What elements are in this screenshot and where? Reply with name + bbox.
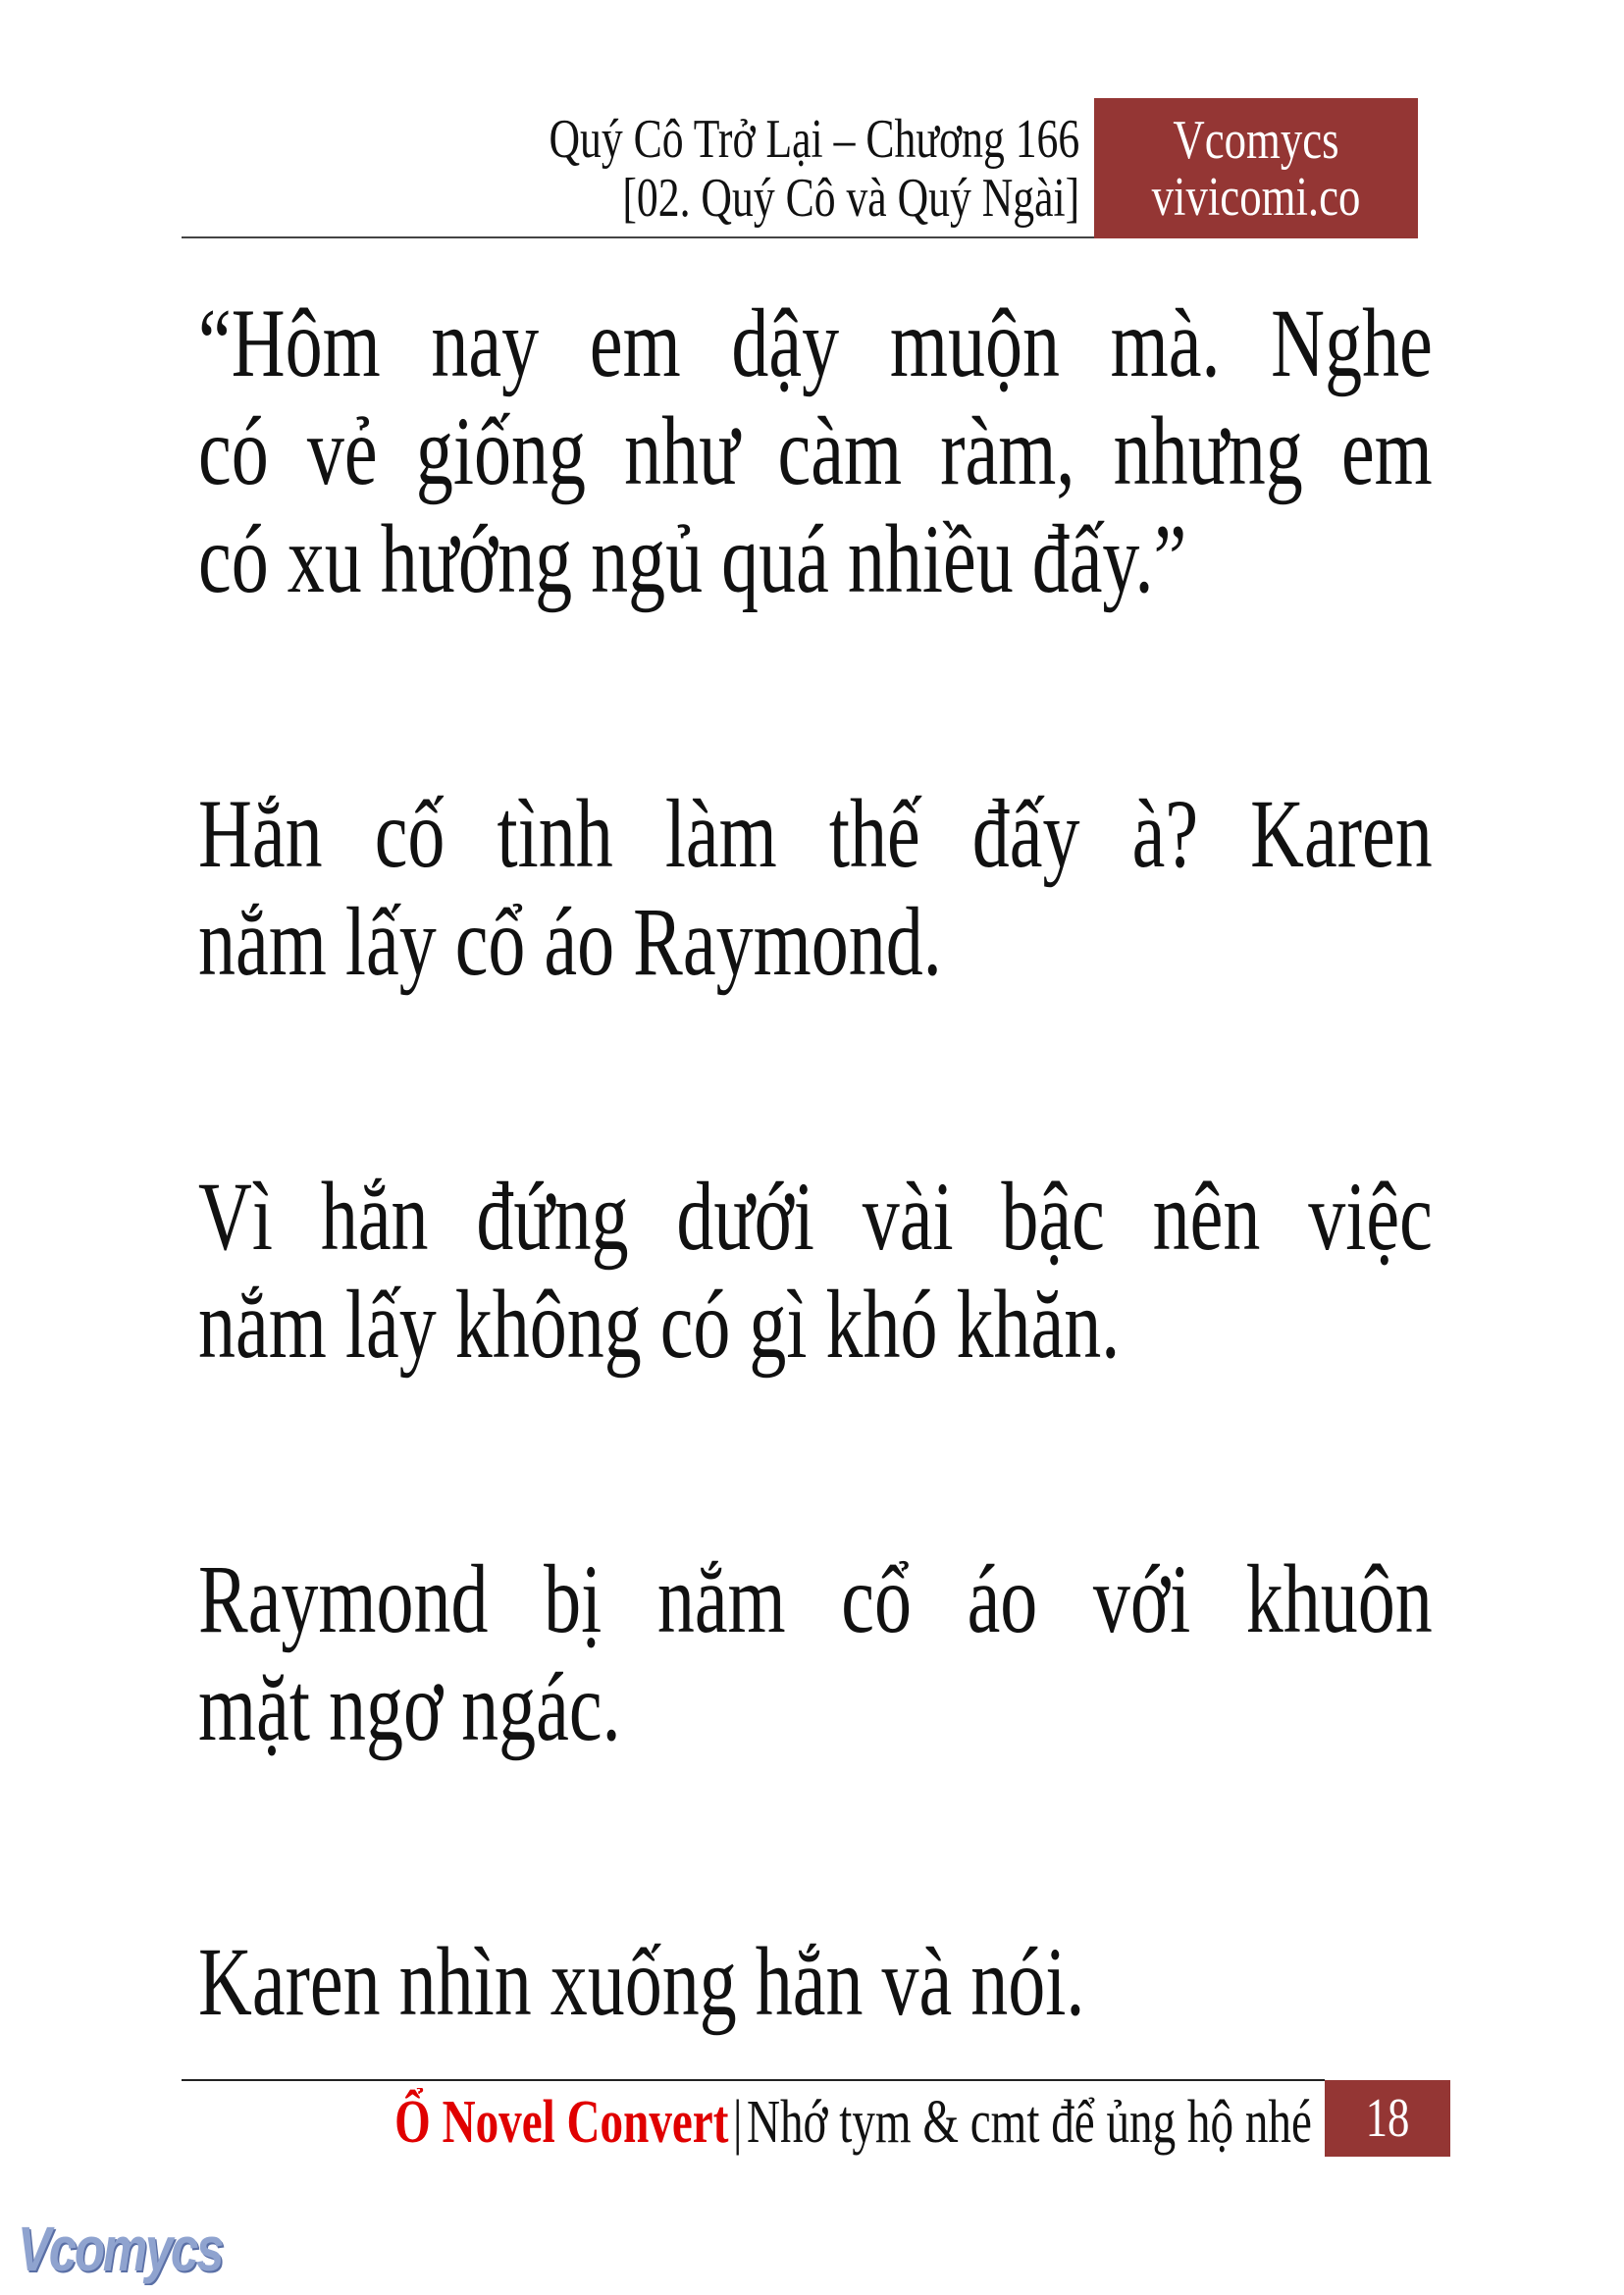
text-line: nắm lấy không có gì khó khăn. [198,1270,1121,1379]
footer-divider [182,2079,1325,2081]
footer-text [394,2090,1312,2155]
text-line: Karen nhìn xuống hắn và nói. [198,1927,1085,2036]
paragraph [198,1545,1433,1761]
text-line: nắm lấy cổ áo Raymond. [198,887,942,996]
chapter-header [549,110,1079,228]
brand-site: vivicomi.co [1151,167,1361,228]
story-body [198,289,1433,2203]
text-line: “Hôm nay em dậy muộn mà. Nghe [198,288,1433,397]
footer-separator: | [733,2089,743,2156]
footer-message: Nhớ tym & cmt để ủng hộ nhé [747,2089,1312,2156]
text-line: Raymond bị nắm cổ áo với khuôn [198,1544,1433,1653]
paragraph [198,1928,1433,2036]
brand-name: Vcomycs [1173,110,1339,171]
text-line: có vẻ giống như càm ràm, nhưng em [198,396,1433,505]
page-number-box [1325,2080,1450,2157]
chapter-title: Quý Cô Trở Lại – Chương 166 [549,109,1079,170]
header-divider [182,236,1094,238]
paragraph [198,289,1433,613]
watermark-logo: Vcomycs [18,2214,223,2284]
footer-brand: Ổ Novel Convert [394,2089,729,2156]
paragraph [198,1163,1433,1379]
chapter-subtitle: [02. Quý Cô và Quý Ngài] [622,168,1079,229]
paragraph [198,780,1433,996]
text-line: có xu hướng ngủ quá nhiều đấy.” [198,504,1187,613]
text-line: Hắn cố tình làm thế đấy à? Karen [198,779,1433,888]
brand-box [1094,98,1418,238]
page-number: 18 [1365,2088,1410,2149]
text-line: Vì hắn đứng dưới vài bậc nên việc [198,1162,1433,1271]
text-line: mặt ngơ ngác. [198,1652,621,1761]
